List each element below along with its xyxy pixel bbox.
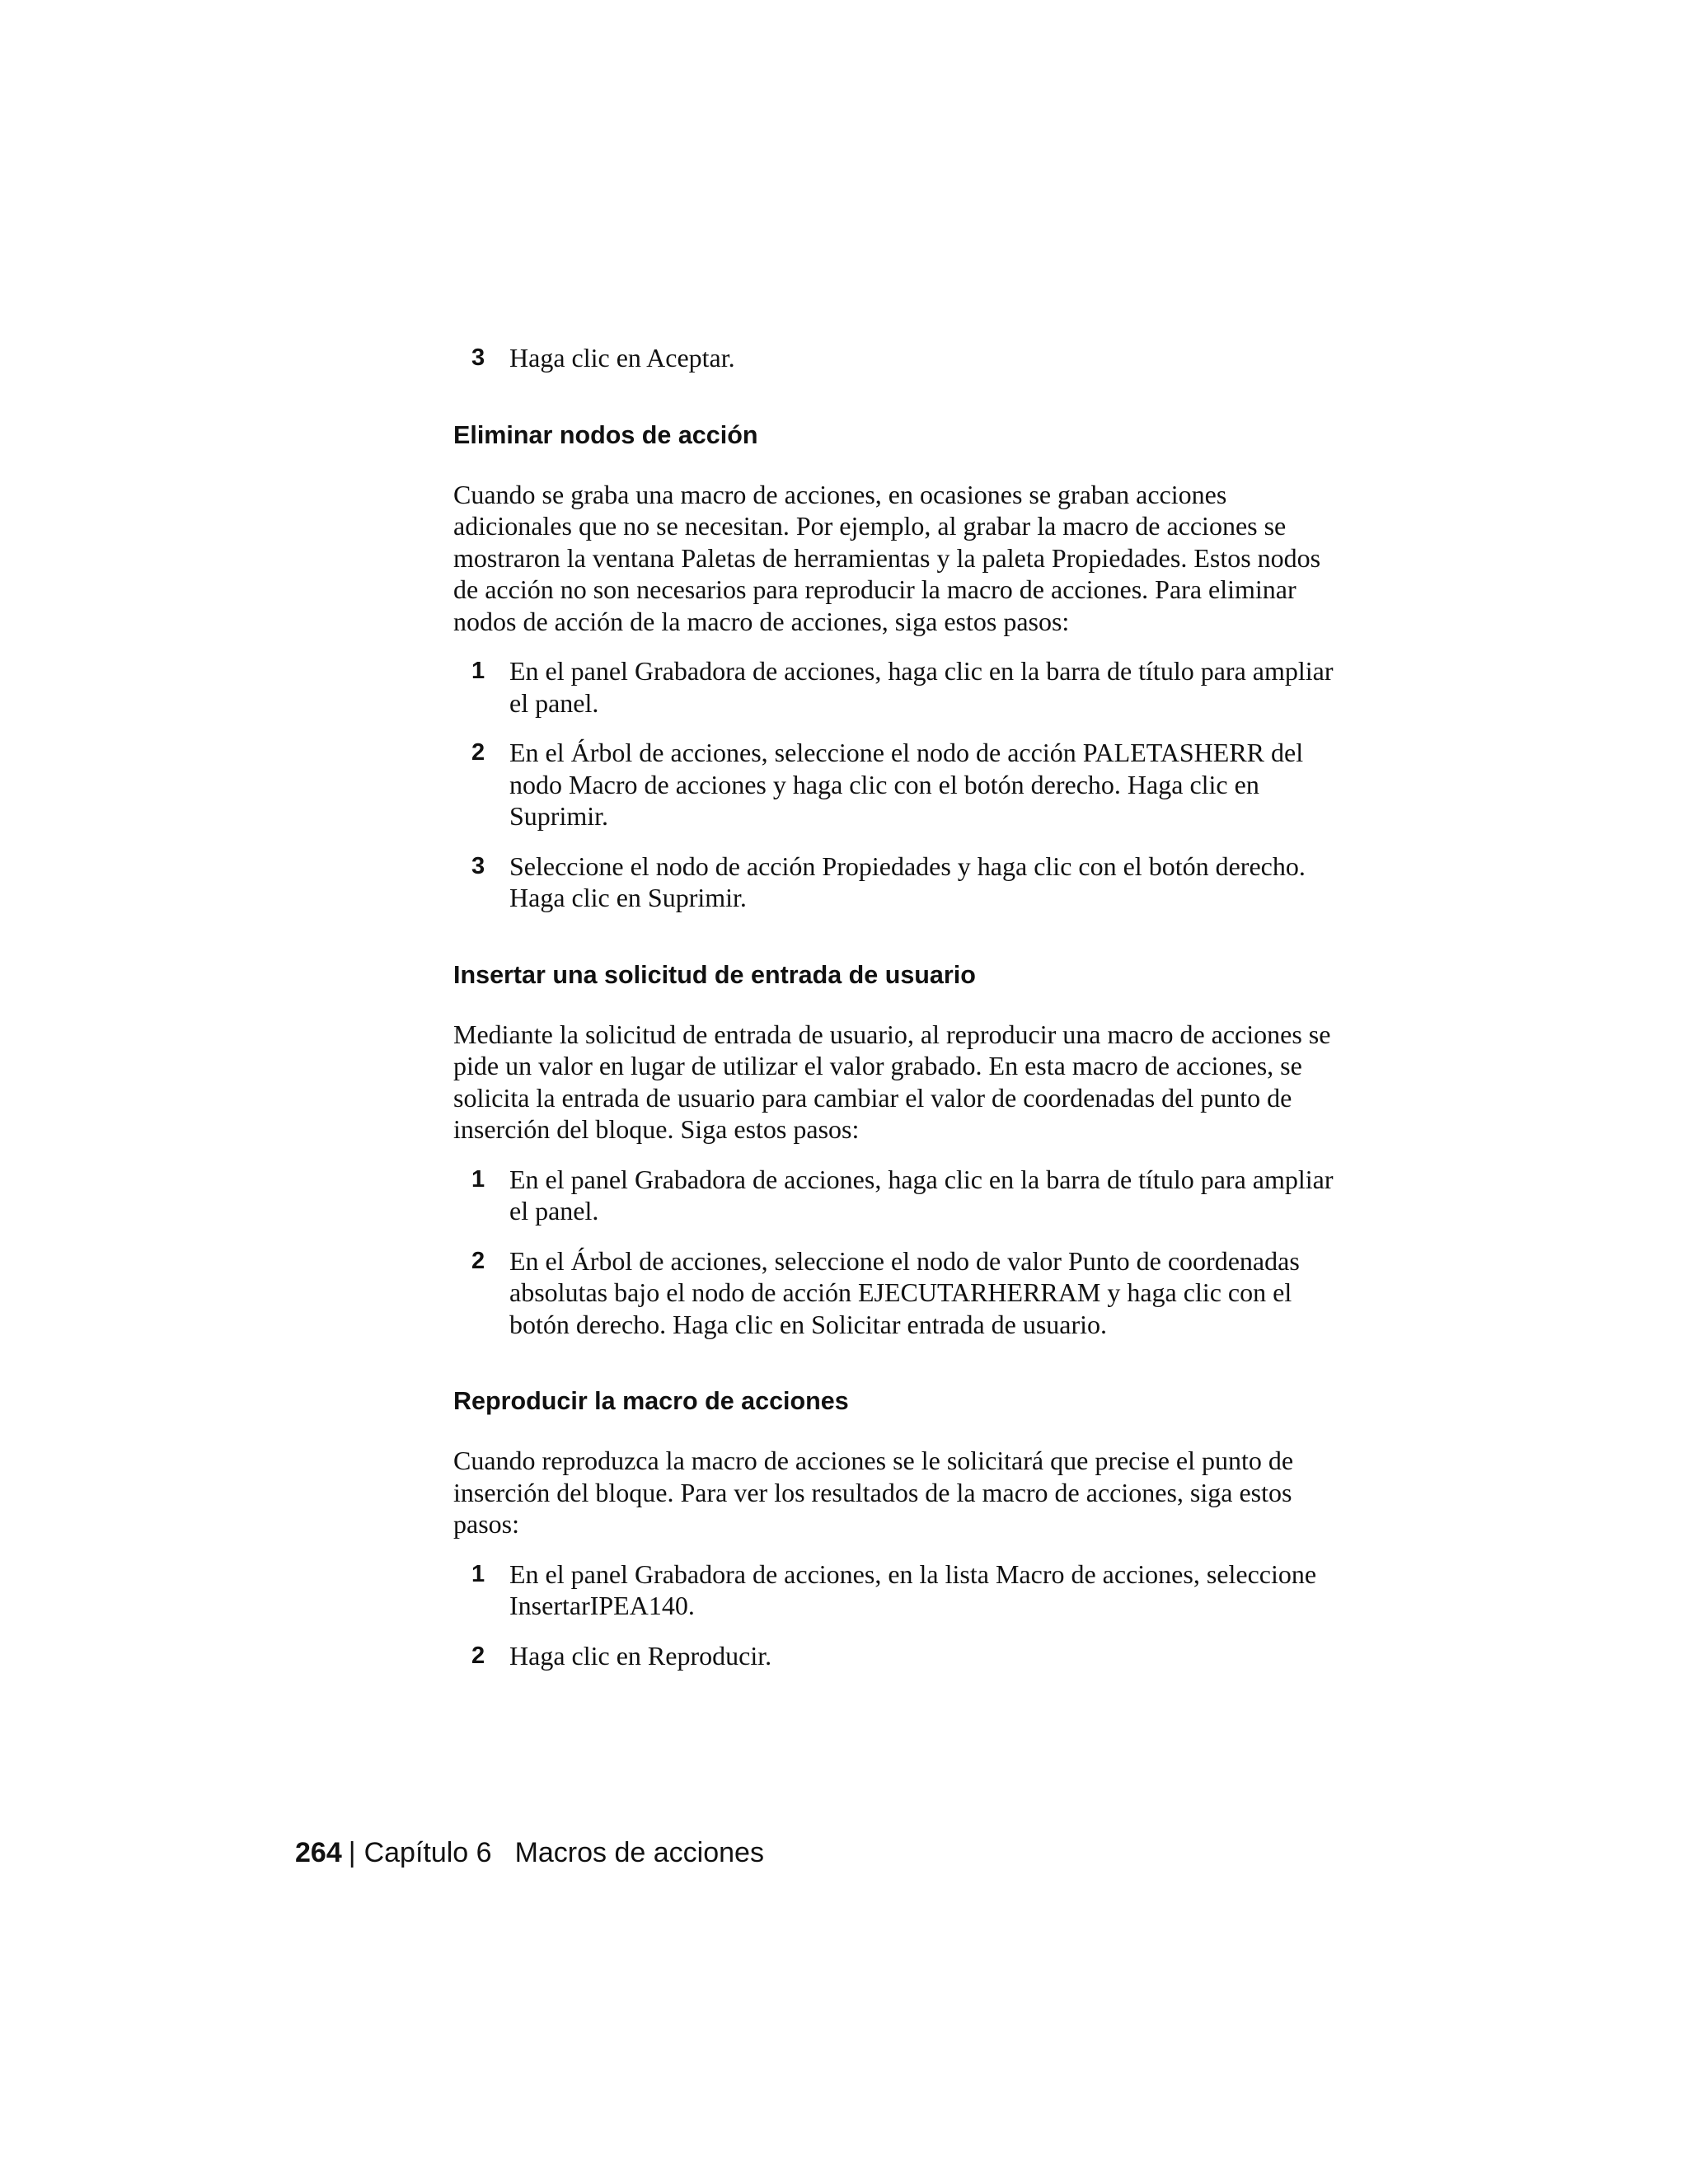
step-text: En el panel Grabadora de acciones, haga clic en la barra de título para ampliar el panel. [509, 1164, 1334, 1226]
step-number: 3 [471, 344, 485, 371]
section-heading: Reproducir la macro de acciones [453, 1387, 849, 1415]
step-item [453, 1245, 1343, 1341]
step-number: 2 [471, 739, 485, 766]
step-number: 2 [471, 1247, 485, 1274]
step-number: 1 [471, 1560, 485, 1587]
step-text: Seleccione el nodo de acción Propiedades y haga clic con el botón derecho. Haga clic en Suprimir. [509, 851, 1306, 912]
chapter-label: Capítulo 6 [363, 1837, 492, 1868]
step-item [453, 655, 1343, 719]
chapter-title: Macros de acciones [514, 1837, 764, 1868]
section-paragraph: Cuando se graba una macro de acciones, en ocasiones se graban acciones adicionales que no se necesitan. Por ejemplo, al grabar la macro de acciones se mostraron la ventana Paletas de herramientas y la paleta Propiedades. Estos nodos de acción no son necesarios para reproducir la macro de acciones. Para eliminar nodos de acción de la macro de acciones, siga estos pasos: [453, 479, 1321, 636]
step-item [453, 1640, 1343, 1672]
page-content [453, 342, 1343, 1671]
page-number: 264 [295, 1837, 342, 1868]
step-number: 2 [471, 1642, 485, 1669]
step-item [453, 851, 1343, 914]
step-item [453, 1558, 1343, 1622]
step-text: Haga clic en Aceptar. [509, 343, 735, 373]
step-item [453, 342, 1343, 374]
section-paragraph: Mediante la solicitud de entrada de usuario, al reproducir una macro de acciones se pide un valor en lugar de utilizar el valor grabado. En esta macro de acciones, se solicita la entrada de usuario para cambiar el valor de coordenadas del punto de inserción del bloque. Siga estos pasos: [453, 1019, 1331, 1144]
step-text: Haga clic en Reproducir. [509, 1640, 772, 1671]
page-footer [295, 1836, 764, 1869]
step-number: 1 [471, 1165, 485, 1193]
step-item [453, 737, 1343, 832]
section-heading: Insertar una solicitud de entrada de usuario [453, 960, 976, 989]
step-item [453, 1164, 1343, 1227]
step-text: En el panel Grabadora de acciones, haga clic en la barra de título para ampliar el panel. [509, 656, 1334, 718]
step-number: 1 [471, 658, 485, 684]
step-text: En el Árbol de acciones, seleccione el nodo de acción PALETASHERR del nodo Macro de acciones y haga clic con el botón derecho. Haga clic en Suprimir. [509, 738, 1304, 831]
step-text: En el panel Grabadora de acciones, en la lista Macro de acciones, seleccione InsertarIPEA140. [509, 1558, 1317, 1620]
step-text: En el Árbol de acciones, seleccione el nodo de valor Punto de coordenadas absolutas bajo el nodo de acción EJECUTARHERRAM y haga clic con el botón derecho. Haga clic en Solicitar entrada de usuario. [509, 1245, 1300, 1339]
footer-separator: | [348, 1837, 356, 1868]
section-heading: Eliminar nodos de acción [453, 420, 758, 449]
section-paragraph: Cuando reproduzca la macro de acciones se le solicitará que precise el punto de inserción del bloque. Para ver los resultados de la macro de acciones, siga estos pasos: [453, 1446, 1294, 1539]
step-number: 3 [471, 852, 485, 879]
